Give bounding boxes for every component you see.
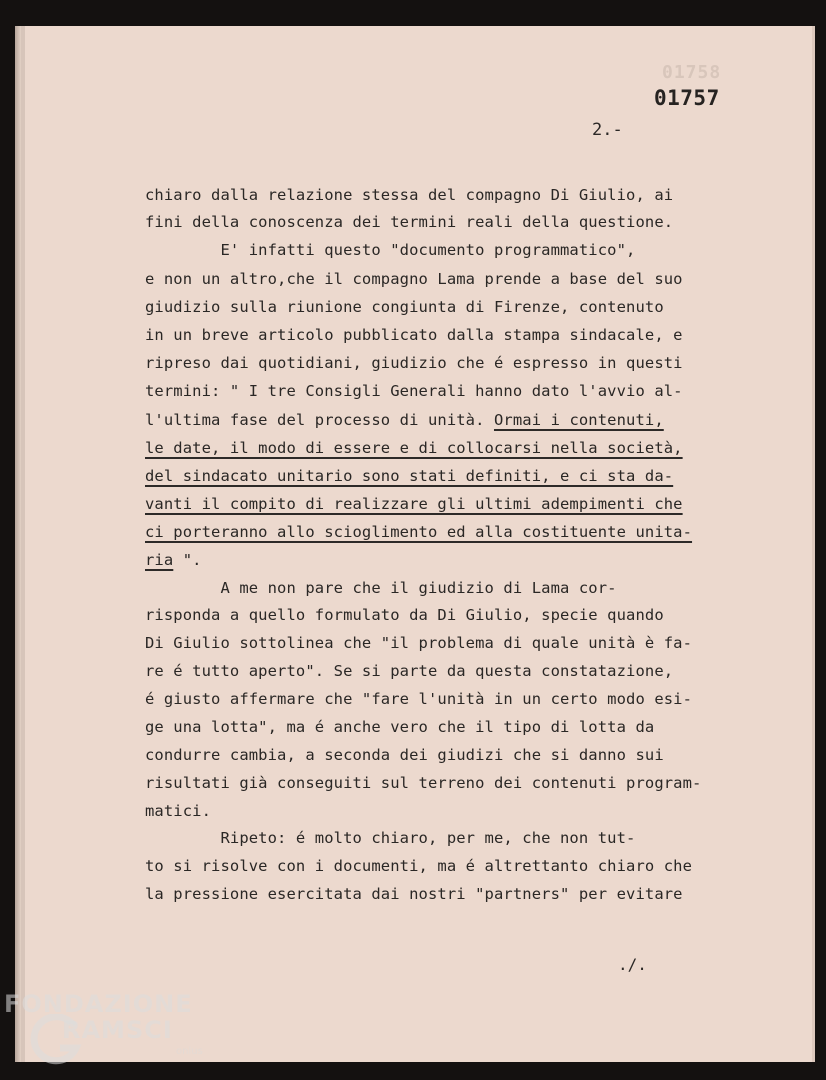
text-line: condurre cambia, a seconda dei giudizi che si danno sui — [145, 746, 664, 764]
text-line: fini della conoscenza dei termini reali della questione. — [145, 213, 674, 231]
text-line: chiaro dalla relazione stessa del compagno Di Giulio, ai — [145, 186, 674, 204]
text-line: E' infatti questo "documento programmatico", — [145, 241, 636, 259]
page-edge — [15, 26, 21, 1062]
text-line — [145, 411, 664, 429]
text-line: re é tutto aperto". Se si parte da questa constatazione, — [145, 662, 674, 680]
text-segment: l'ultima fase del processo di unità. — [145, 411, 494, 429]
text-line: to si risolve con i documenti, ma é altrettanto chiaro che — [145, 857, 693, 875]
text-line: matici. — [145, 802, 212, 820]
text-line: la pressione esercitata dai nostri "partners" per evitare — [145, 885, 683, 903]
text-line: A me non pare che il giudizio di Lama cor- — [145, 579, 617, 597]
text-segment: ". — [173, 551, 202, 569]
text-line: risponda a quello formulato da Di Giulio, specie quando — [145, 606, 664, 624]
watermark-logo — [4, 990, 224, 1070]
continuation-mark: ./. — [618, 955, 647, 974]
text-line: Ripeto: é molto chiaro, per me, che non tut- — [145, 829, 636, 847]
text-line — [145, 551, 202, 569]
document-page — [15, 26, 815, 1062]
page-number: 2.- — [592, 120, 623, 140]
underlined-quote: Ormai i contenuti, — [493, 411, 664, 429]
text-line: e non un altro,che il compagno Lama prende a base del suo — [145, 270, 683, 288]
underlined-quote-line: le date, il modo di essere e di collocarsi nella società, — [145, 439, 683, 457]
underlined-quote: ria — [145, 551, 174, 569]
text-line: ripreso dai quotidiani, giudizio che é espresso in questi — [145, 354, 683, 372]
watermark-sub: onlus — [176, 1046, 203, 1057]
text-line: ge una lotta", ma é anche vero che il tipo di lotta da — [145, 718, 655, 736]
text-line: termini: " I tre Consigli Generali hanno dato l'avvio al- — [145, 382, 683, 400]
underlined-quote-line: vanti il compito di realizzare gli ultimi adempimenti che — [145, 495, 683, 513]
text-line: giudizio sulla riunione congiunta di Firenze, contenuto — [145, 298, 664, 316]
watermark-line2: RAMSCI — [62, 1016, 173, 1044]
underlined-quote-line: ci porteranno allo scioglimento ed alla costituente unita- — [145, 523, 693, 541]
text-line: é giusto affermare che "fare l'unità in un certo modo esi- — [145, 690, 693, 708]
text-line: Di Giulio sottolinea che "il problema di quale unità è fa- — [145, 634, 693, 652]
watermark-line1: FONDAZIONE — [4, 990, 193, 1018]
document-number: 01757 — [654, 86, 720, 110]
doc-number-bleed-through: 01758 — [662, 62, 722, 83]
text-line: risultati già conseguiti sul terreno dei contenuti program- — [145, 774, 702, 792]
text-line: in un breve articolo pubblicato dalla stampa sindacale, e — [145, 326, 683, 344]
underlined-quote-line: del sindacato unitario sono stati definiti, e ci sta da- — [145, 467, 674, 485]
